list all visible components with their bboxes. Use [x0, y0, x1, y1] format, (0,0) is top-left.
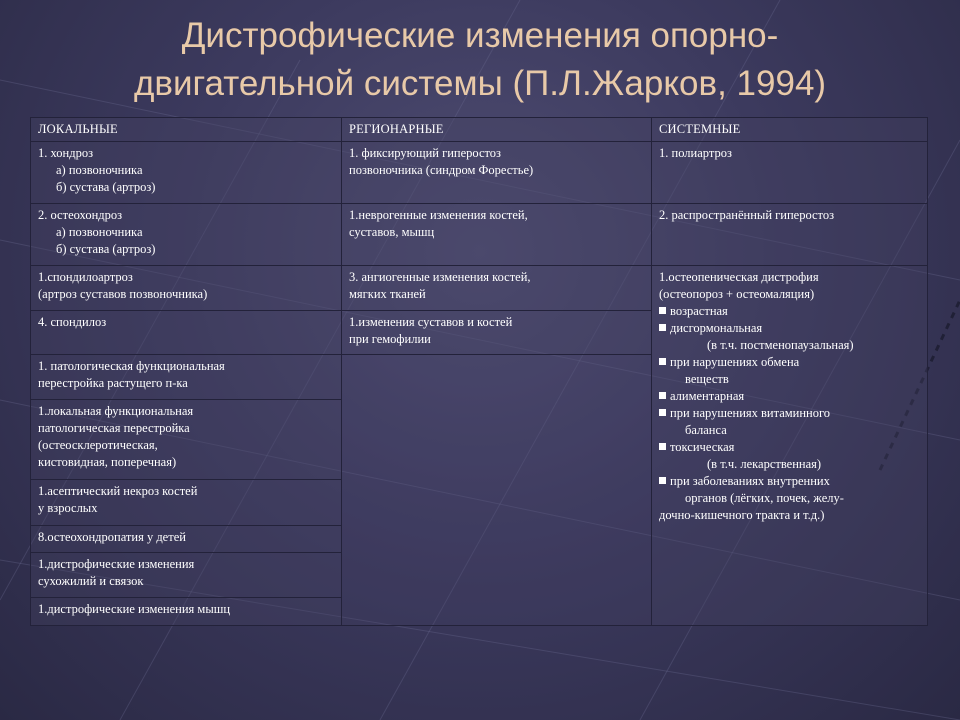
cell-text: патологическая перестройка	[38, 421, 190, 435]
cell-text: 1.неврогенные изменения костей,	[349, 208, 528, 222]
cell-local	[31, 266, 342, 311]
cell-regional	[342, 142, 652, 204]
header-local	[31, 118, 342, 142]
cell-systemic	[652, 142, 928, 204]
cell-text: 4. спондилоз	[38, 315, 107, 329]
bullet-subtext: (в т.ч. постменопаузальная)	[707, 338, 854, 352]
header-label: ЛОКАЛЬНЫЕ	[38, 122, 118, 136]
bullet-subtext: (в т.ч. лекарственная)	[707, 457, 822, 471]
cell-text: перестройка растущего п-ка	[38, 376, 188, 390]
list-item	[659, 405, 922, 422]
table-row	[31, 266, 928, 311]
cell-text: у взрослых	[38, 501, 98, 515]
bullet-text: алиментарная	[670, 389, 745, 403]
list-item	[659, 320, 922, 337]
cell-local	[31, 526, 342, 553]
square-bullet-icon	[659, 324, 666, 331]
title-line-2: двигательной системы (П.Л.Жарков, 1994)	[133, 64, 827, 103]
cell-local	[31, 400, 342, 480]
cell-text: позвоночника (синдром Форестье)	[349, 163, 534, 177]
cell-text: 1.дистрофические изменения	[38, 557, 195, 571]
list-item	[659, 354, 922, 371]
cell-text: 1.асептический некроз костей	[38, 484, 198, 498]
page-title	[40, 12, 920, 108]
cell-text: 1.дистрофические изменения мышц	[38, 602, 231, 616]
square-bullet-icon	[659, 392, 666, 399]
bullet-subtext: веществ	[685, 372, 729, 386]
cell-text: а) позвоночника	[56, 225, 143, 239]
bullet-text: токсическая	[670, 440, 735, 454]
list-item	[659, 388, 922, 405]
square-bullet-icon	[659, 443, 666, 450]
cell-text: суставов, мышц	[349, 225, 435, 239]
square-bullet-icon	[659, 477, 666, 484]
square-bullet-icon	[659, 409, 666, 416]
cell-text: 1.спондилоартроз	[38, 270, 133, 284]
cell-text: 1. фиксирующий гиперостоз	[349, 146, 501, 160]
cell-text: 8.остеохондропатия у детей	[38, 530, 186, 544]
cell-text: 3. ангиогенные изменения костей,	[349, 270, 531, 284]
cell-local	[31, 142, 342, 204]
cell-text: 1. полиартроз	[659, 146, 732, 160]
cell-text: 1. патологическая функциональная	[38, 359, 225, 373]
header-systemic	[652, 118, 928, 142]
cell-text: (артроз суставов позвоночника)	[38, 287, 208, 301]
cell-text: сухожилий и связок	[38, 574, 144, 588]
list-item	[659, 473, 922, 490]
bullet-subtext: баланса	[685, 423, 727, 437]
square-bullet-icon	[659, 307, 666, 314]
cell-local	[31, 598, 342, 626]
header-label: РЕГИОНАРНЫЕ	[349, 122, 444, 136]
cell-text: при гемофилии	[349, 332, 431, 346]
cell-regional-empty	[342, 355, 652, 626]
bullet-text: при нарушениях обмена	[670, 355, 800, 369]
cell-local	[31, 480, 342, 526]
title-line-1: Дистрофические изменения опорно-	[181, 16, 779, 55]
cell-text: 2. остеохондроз	[38, 208, 123, 222]
cell-local	[31, 553, 342, 598]
cell-text: 1.изменения суставов и костей	[349, 315, 513, 329]
cell-local	[31, 311, 342, 355]
cell-local	[31, 355, 342, 400]
table-row	[31, 142, 928, 204]
cell-text: (остеопороз + остеомаляция)	[659, 287, 815, 301]
bullet-text: при заболеваниях внутренних	[670, 474, 830, 488]
table-row	[31, 204, 928, 266]
table-header-row	[31, 118, 928, 142]
classification-table	[30, 117, 928, 626]
cell-text: мягких тканей	[349, 287, 426, 301]
cell-text: (остеосклеротическая,	[38, 438, 158, 452]
bullet-text: при нарушениях витаминного	[670, 406, 831, 420]
cell-local	[31, 204, 342, 266]
list-item	[659, 439, 922, 456]
cell-text: 1. хондроз	[38, 146, 94, 160]
cell-text: кистовидная, поперечная)	[38, 455, 177, 469]
cell-text: б) сустава (артроз)	[56, 180, 156, 194]
cell-systemic	[652, 204, 928, 266]
bullet-text: дисгормональная	[670, 321, 763, 335]
bullet-subtext: органов (лёгких, почек, желу-	[685, 491, 844, 505]
cell-regional	[342, 311, 652, 355]
header-regional	[342, 118, 652, 142]
cell-systemic-osteopenia	[652, 266, 928, 626]
bullet-text: возрастная	[670, 304, 728, 318]
cell-text: 2. распространённый гиперостоз	[659, 208, 835, 222]
list-item	[659, 303, 922, 320]
cell-regional	[342, 266, 652, 311]
cell-text: б) сустава (артроз)	[56, 242, 156, 256]
square-bullet-icon	[659, 358, 666, 365]
cell-text: 1.локальная функциональная	[38, 404, 194, 418]
cell-text: а) позвоночника	[56, 163, 143, 177]
bullet-subtext: дочно-кишечного тракта и т.д.)	[659, 508, 825, 522]
cell-text: 1.остеопеническая дистрофия	[659, 270, 819, 284]
cell-regional	[342, 204, 652, 266]
header-label: СИСТЕМНЫЕ	[659, 122, 741, 136]
